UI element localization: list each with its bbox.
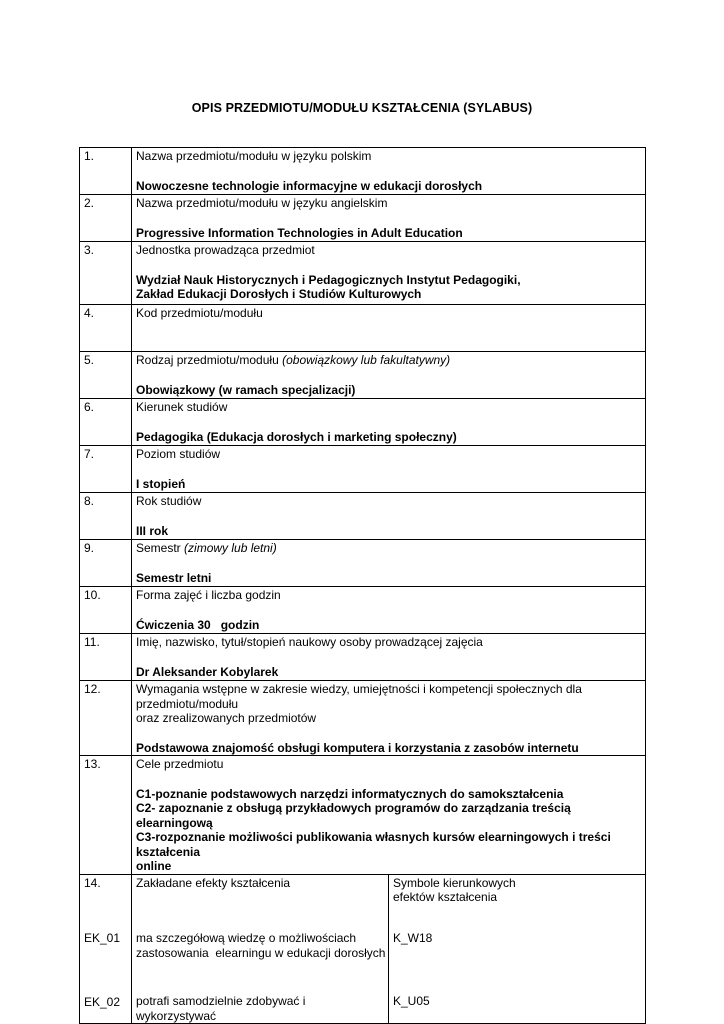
row-label: Imię, nazwisko, tytuł/stopień naukowy osoby prowadzącej zajęcia bbox=[136, 635, 483, 649]
row-content bbox=[132, 634, 646, 681]
effect-code: EK_01 bbox=[84, 931, 121, 945]
row-number: 7. bbox=[80, 446, 132, 493]
row-content bbox=[132, 540, 646, 587]
row-content bbox=[132, 587, 646, 634]
row-label: Cele przedmiotu bbox=[136, 757, 224, 771]
table-row bbox=[80, 305, 646, 352]
row-content bbox=[132, 681, 646, 756]
table-row bbox=[80, 242, 646, 305]
syllabus-table bbox=[79, 147, 646, 1024]
effects-symbol-cell bbox=[389, 874, 646, 1024]
row-content bbox=[132, 756, 646, 875]
goal-item: C3-rozpoznanie możliwości publikowania własnych kursów elearningowych i treści kształcenia bbox=[136, 830, 611, 859]
row-label-line2: oraz zrealizowanych przedmiotów bbox=[136, 711, 317, 725]
row-value: Progressive Information Technologies in Adult Education bbox=[136, 225, 463, 240]
row-number: 1. bbox=[80, 148, 132, 195]
row-label: Jednostka prowadząca przedmiot bbox=[136, 243, 315, 257]
row-label: Nazwa przedmiotu/modułu w języku polskim bbox=[136, 149, 372, 163]
row-content bbox=[132, 242, 646, 305]
row-number: 11. bbox=[80, 634, 132, 681]
effect-desc-line1: potrafi samodzielnie zdobywać i wykorzystywać bbox=[136, 994, 306, 1023]
table-row bbox=[80, 756, 646, 875]
row-number: 3. bbox=[80, 242, 132, 305]
row-value-line1: Wydział Nauk Historycznych i Pedagogicznych Instytut Pedagogiki, bbox=[136, 272, 521, 287]
effect-symbol: K_W18 bbox=[393, 930, 433, 945]
row-content bbox=[132, 305, 646, 352]
row-label-line1: Wymagania wstępne w zakresie wiedzy, umiejętności i kompetencji społecznych dla przedmiotu/modułu bbox=[136, 682, 582, 711]
row-label-wrap bbox=[136, 353, 641, 368]
row-value: Semestr letni bbox=[136, 570, 212, 585]
table-row bbox=[80, 195, 646, 242]
row-value: Nowoczesne technologie informacyjne w edukacji dorosłych bbox=[136, 178, 483, 193]
table-row bbox=[80, 148, 646, 195]
row-label: Zakładane efekty kształcenia bbox=[136, 875, 291, 890]
row-number: 4. bbox=[80, 305, 132, 352]
table-row bbox=[80, 493, 646, 540]
row-number bbox=[80, 874, 132, 1024]
row-value-line2: Zakład Edukacji Dorosłych i Studiów Kulturowych bbox=[136, 287, 422, 301]
row-number-text: 14. bbox=[84, 875, 101, 890]
page-title: OPIS PRZEDMIOTU/MODUŁU KSZTAŁCENIA (SYLABUS) bbox=[191, 101, 533, 115]
row-label: Poziom studiów bbox=[136, 447, 221, 461]
goal-item: C2- zapoznanie z obsługą przykładowych programów do zarządzania treścią elearningową bbox=[136, 801, 571, 830]
table-row bbox=[80, 399, 646, 446]
goal-item: online bbox=[136, 859, 172, 873]
effect-desc-line1: ma szczegółową wiedzę o możliwościach bbox=[136, 931, 357, 945]
goal-item: C1-poznanie podstawowych narzędzi informatycznych do samokształcenia bbox=[136, 786, 564, 801]
row-label: Forma zajęć i liczba godzin bbox=[136, 588, 281, 602]
symbols-header-line2: efektów kształcenia bbox=[393, 890, 498, 904]
row-label-note: (obowiązkowy lub fakultatywny) bbox=[282, 353, 451, 367]
row-value: Obowiązkowy (w ramach specjalizacji) bbox=[136, 382, 356, 397]
effects-description-cell bbox=[132, 874, 389, 1024]
row-content bbox=[132, 148, 646, 195]
row-value: Dr Aleksander Kobylarek bbox=[136, 664, 279, 679]
row-content bbox=[132, 493, 646, 540]
row-value: I stopień bbox=[136, 476, 186, 491]
effect-code: EK_02 bbox=[84, 994, 121, 1009]
table-row bbox=[80, 587, 646, 634]
table-row bbox=[80, 352, 646, 399]
row-number: 2. bbox=[80, 195, 132, 242]
table-row bbox=[80, 681, 646, 756]
row-label: Nazwa przedmiotu/modułu w języku angielskim bbox=[136, 196, 388, 210]
row-content bbox=[132, 446, 646, 493]
row-label-note: (zimowy lub letni) bbox=[184, 541, 277, 555]
symbols-header-line1: Symbole kierunkowych bbox=[393, 875, 516, 890]
row-label-wrap bbox=[136, 541, 641, 556]
row-content bbox=[132, 195, 646, 242]
table-row bbox=[80, 446, 646, 493]
row-value: Pedagogika (Edukacja dorosłych i marketing społeczny) bbox=[136, 429, 457, 444]
row-content bbox=[132, 352, 646, 399]
row-number: 13. bbox=[80, 756, 132, 875]
row-label: Rok studiów bbox=[136, 494, 202, 508]
table-row bbox=[80, 874, 646, 1024]
row-label: Semestr bbox=[136, 541, 181, 555]
row-number: 8. bbox=[80, 493, 132, 540]
row-value: Podstawowa znajomość obsługi komputera i korzystania z zasobów internetu bbox=[136, 740, 579, 755]
row-label: Kod przedmiotu/modułu bbox=[136, 306, 263, 320]
effect-desc-line2: zastosowania elearningu w edukacji dorosłych bbox=[136, 945, 386, 960]
row-value: Ćwiczenia 30 godzin bbox=[136, 617, 260, 632]
row-number: 6. bbox=[80, 399, 132, 446]
row-number: 12. bbox=[80, 681, 132, 756]
row-value: III rok bbox=[136, 523, 169, 538]
row-number: 5. bbox=[80, 352, 132, 399]
table-row bbox=[80, 540, 646, 587]
row-content bbox=[132, 399, 646, 446]
effect-symbol: K_U05 bbox=[393, 994, 430, 1008]
table-row bbox=[80, 634, 646, 681]
row-number: 10. bbox=[80, 587, 132, 634]
row-number: 9. bbox=[80, 540, 132, 587]
row-label: Kierunek studiów bbox=[136, 400, 228, 414]
row-label: Rodzaj przedmiotu/modułu bbox=[136, 353, 279, 367]
